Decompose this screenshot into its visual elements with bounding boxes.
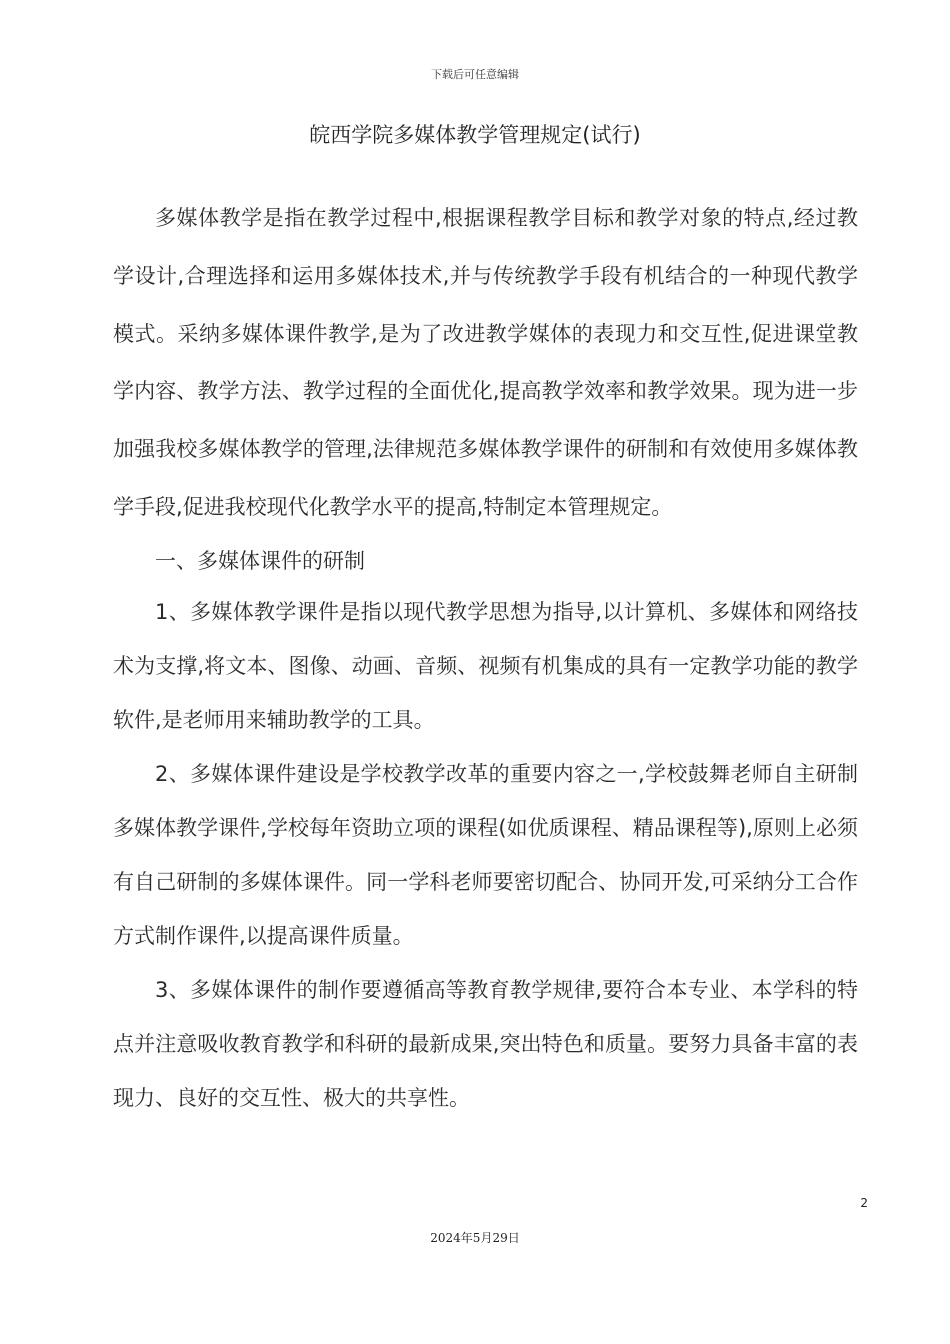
- footer-date: 2024年5月29日: [430, 1231, 520, 1245]
- document-body: [113, 190, 858, 1125]
- list-item-3: 3、多媒体课件的制作要遵循高等教育教学规律,要符合本专业、本学科的特点并注意吸收教育教学和科研的最新成果,突出特色和质量。要努力具备丰富的表现力、良好的交互性、极大的共享性。: [113, 977, 858, 1110]
- intro-paragraph: 多媒体教学是指在教学过程中,根据课程教学目标和教学对象的特点,经过教学设计,合理选择和运用多媒体技术,并与传统教学手段有机结合的一种现代教学模式。采纳多媒体课件教学,是为了改进教学媒体的表现力和交互性,促进课堂教学内容、教学方法、教学过程的全面优化,提高教学效率和教学效果。现为进一步加强我校多媒体教学的管理,法律规范多媒体教学课件的研制和有效使用多媒体教学手段,促进我校现代化教学水平的提高,特制定本管理规定。: [113, 206, 858, 519]
- list-item-2: 2、多媒体课件建设是学校教学改革的重要内容之一,学校鼓舞老师自主研制多媒体教学课件,学校每年资助立项的课程(如优质课程、精品课程等),原则上必须有自己研制的多媒体课件。同一学科老师要密切配合、协同开发,可采纳分工合作方式制作课件,以提高课件质量。: [113, 761, 858, 948]
- section-heading: 一、多媒体课件的研制: [155, 548, 365, 573]
- header-note: 下载后可任意编辑: [431, 68, 519, 81]
- document-title: 皖西学院多媒体教学管理规定(试行): [309, 123, 641, 147]
- list-item-1: 1、多媒体教学课件是指以现代教学思想为指导,以计算机、多媒体和网络技术为支撑,将文本、图像、动画、音频、视频有机集成的具有一定教学功能的教学软件,是老师用来辅助教学的工具。: [113, 599, 858, 732]
- page-number: 2: [860, 1196, 868, 1210]
